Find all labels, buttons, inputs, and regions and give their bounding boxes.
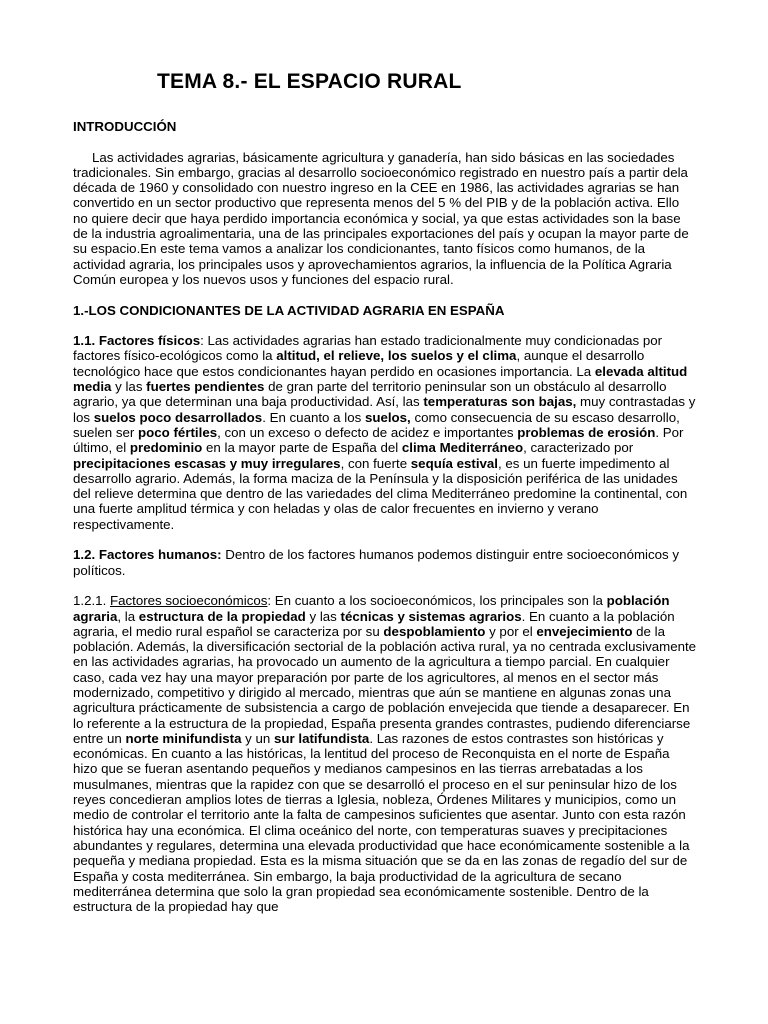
bold-term: fuertes pendientes — [146, 379, 265, 395]
bold-term: altitud, el relieve, los suelos y el clima — [276, 348, 517, 364]
bold-term: suelos, — [364, 409, 411, 425]
section-1-heading: 1.-LOS CONDICIONANTES DE LA ACTIVIDAD AGRARIA EN ESPAÑA — [73, 302, 505, 318]
bold-term: técnicas y sistemas agrarios — [340, 608, 522, 624]
text-run: : Las actividades agrarias han estado tradicionalmente muy condicionadas por factores físico-ecológicos como la — [73, 333, 663, 364]
text-run: , con un exceso o defecto de acidez e importantes — [217, 424, 518, 440]
text-run: como consecuencia de su escaso desarrollo, suelen ser — [73, 409, 680, 440]
bold-term: problemas de erosión — [517, 424, 656, 440]
text-run: , con fuerte — [340, 455, 411, 471]
text-run: . Las razones de estos contrastes son históricas y económicas. En cuanto a las históricas, la lentitud del proceso de Reconquista en el norte de España hizo que se fueran asentando pequeños y medianos campesinos en las tierras arrebatadas a los musulmanes, mientras que la rapidez con que se desarrolló el proceso en el sur peninsular hizo de los reyes concedieran amplios lotes de tierras a Iglesia, nobleza, Órdenes Militares y municipios, como un medio de controlar el territorio ante la falta de campesinos suficientes que asentar. Junto con esta razón histórica hay una económica. El clima oceánico del norte, con temperaturas suaves y precipitaciones abundantes y regulares, determina una elevada productividad que hace económicamente sostenible a la pequeña y mediana propiedad. Esta es la misma situación que se da en las zonas de regadío del sur de España y costa mediterránea. Sin embargo, la baja productividad de la agricultura de secano mediterránea determina que solo la gran propiedad sea económicamente sostenible. Dentro de la estructura de la propiedad hay que — [73, 730, 690, 915]
bold-term: suelos poco desarrollados — [93, 409, 263, 425]
bold-term: norte minifundista — [125, 730, 242, 746]
text-run: . Por último, el — [73, 424, 684, 456]
subsection-number: 1.2.1. — [73, 593, 110, 609]
text-run: de la población. Además, la diversificación sectorial de la población activa rural, ya no centrada exclusivamente en las actividades agrarias, ha provocado un aumento de la agricultura a tiempo parcial. En cualquier caso, cada vez hay una mayor preparación por parte de los agricultores, al menos en el sector más modernizado, competitivo y dirigido al mercado, mientras que aún se mantiene en algunas zonas una agricultura prácticamente de subsistencia a cargo de población envejecida que tiende a desaparecer. En lo referente a la estructura de la propiedad, España presenta grandes contrastes, pudiendo diferenciarse entre un — [73, 623, 697, 746]
text-run: muy contrastadas y los — [73, 394, 696, 425]
bold-term: clima Mediterráneo — [401, 440, 524, 456]
physical-factors-paragraph — [73, 333, 697, 532]
text-run: , la — [117, 608, 139, 624]
text-run: . En cuanto a la población agraria, el medio rural español se caracteriza por su — [73, 608, 675, 639]
bold-term: población agraria — [73, 593, 670, 624]
text-run: Dentro de los factores humanos podemos distinguir entre socioeconómicos y políticos. — [73, 547, 680, 578]
text-run: y las — [305, 608, 341, 624]
text-run: y las — [111, 379, 147, 395]
bold-term: despoblamiento — [383, 623, 486, 639]
bold-term: sequía estival — [410, 455, 498, 471]
text-run: . En cuanto a los — [262, 409, 365, 425]
intro-heading: INTRODUCCIÓN — [73, 119, 177, 134]
bold-term: poco fértiles — [138, 424, 218, 440]
human-factors-label: 1.2. Factores humanos: — [73, 547, 222, 563]
human-factors-paragraph — [73, 547, 697, 578]
text-run: , es un fuerte impedimento al desarrollo agrario. Además, la forma maciza de la Península y la disposición periférica de las unidades del relieve determina que dentro de las variedades del clima Mediterráneo predomine la continental, con una fuerte amplitud térmica y con heladas y olas de calor frecuentes en invierno y verano respectivamente. — [73, 455, 688, 532]
bold-term: precipitaciones escasas y muy irregulares — [73, 455, 341, 471]
socioeconomic-factors-paragraph — [73, 593, 697, 914]
text-run: , caracterizado por — [523, 440, 634, 456]
bold-term: estructura de la propiedad — [138, 608, 306, 624]
physical-factors-label: 1.1. Factores físicos — [73, 333, 201, 349]
text-run: , aunque el desarrollo tecnológico hace que estos condicionantes hayan perdido en ocasiones importancia. La — [73, 348, 645, 379]
document-title: TEMA 8.- EL ESPACIO RURAL — [157, 70, 462, 93]
bold-term: envejecimiento — [536, 623, 633, 639]
text-run: y un — [241, 730, 275, 746]
text-run: de gran parte del territorio peninsular son un obstáculo al desarrollo agrario, ya que determinan una baja productividad. Así, las — [73, 379, 667, 410]
bold-term: temperaturas son bajas, — [423, 394, 577, 410]
intro-paragraph: Las actividades agrarias, básicamente agricultura y ganadería, han sido básicas en las sociedades tradicionales. Sin embargo, gracias al desarrollo socioeconómico registrado en nuestro país a partir dela década de 1960 y consolidado con nuestro ingreso en la CEE en 1986, las actividades agrarias se han convertido en un sector productivo que representa menos del 5 % del PIB y de la población activa. Ello no quiere decir que haya perdido importancia económica y social, ya que estas actividades son la base de la industria agroalimentaria, una de las principales exportaciones del país y ocupan la mayor parte de su espacio.En este tema vamos a analizar los condicionantes, tanto físicos como humanos, de la actividad agraria, los principales usos y aprovechamientos agrarios, la influencia de la Política Agraria Común europea y los nuevos usos y funciones del espacio rural. — [73, 149, 689, 287]
bold-term: predominio — [129, 440, 203, 456]
text-run: y por el — [485, 623, 537, 639]
bold-term: sur latifundista — [274, 730, 370, 746]
document-body — [73, 119, 697, 930]
socioeconomic-factors-label: Factores socioeconómicos — [109, 593, 268, 609]
bold-term: elevada altitud media — [73, 363, 688, 395]
text-run: : En cuanto a los socioeconómicos, los principales son la — [267, 593, 607, 609]
text-run: en la mayor parte de España del — [202, 440, 402, 456]
